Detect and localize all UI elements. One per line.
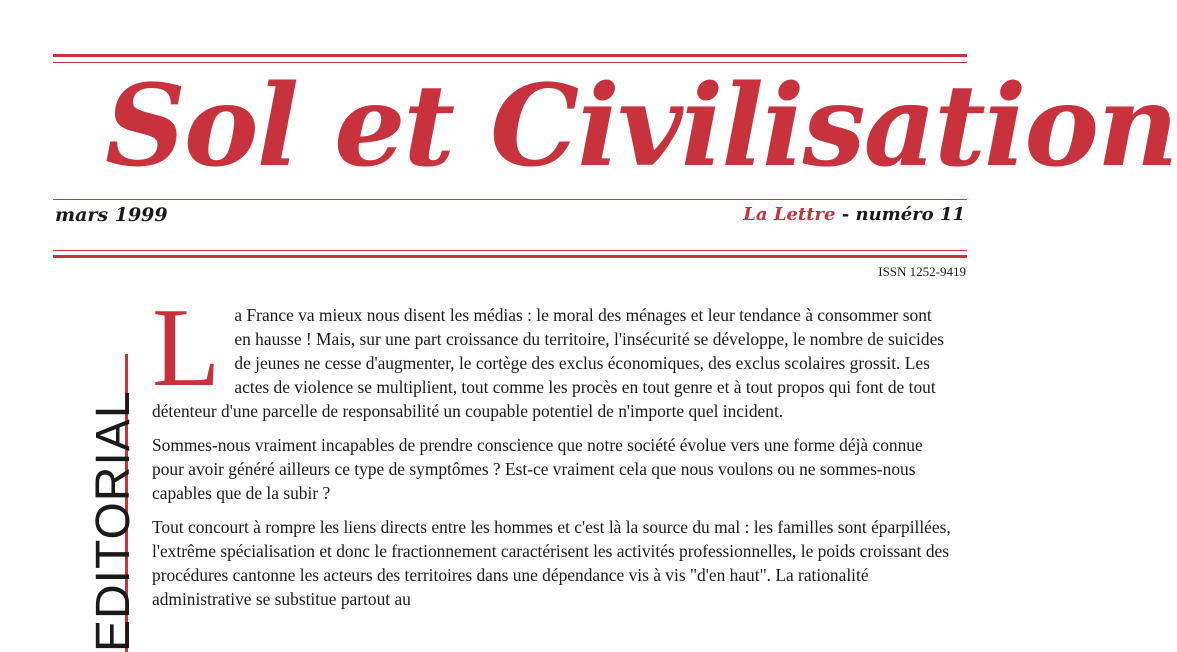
paragraph-1-text: a France va mieux nous disent les médias : le moral des ménages et leur tendance à consommer sont en hausse ! Mais, sur une part croissance du territoire, l'insécurité se développe, le nombre de suicides de jeunes ne cesse d'augmenter, le cortège des exclus économiques, des exclus scolaires grossit. Les actes de violence se multiplient, tout comme les procès en tout genre et à tout propos qui font de tout détenteur d'une parcelle de responsabilité un coupable potentiel de n'importe quel incident. <box>152 305 945 421</box>
drop-cap: L <box>152 286 221 410</box>
section-label-editorial: EDITORIAL <box>87 390 140 652</box>
article-paragraph-2: Sommes-nous vraiment incapables de prendre conscience que notre société évolue vers une forme déjà connue pour avoir généré ailleurs ce type de symptômes ? Est-ce vraiment cela que nous voulons ou ne sommes-nous capables que de la subir ? <box>152 435 923 503</box>
article-paragraph-3: Tout concourt à rompre les liens directs entre les hommes et c'est là la source du mal : les familles sont éparpillées, l'extrême spécialisation et donc le fractionnement caractérisent les activités professionnelles, le poids croissant des procédures cantonne les acteurs des territoires dans une dépendance vis à vis "d'en haut". La rationalité administrative se substitue partout au <box>152 517 951 609</box>
editorial-article <box>152 286 952 621</box>
lettre-label: La Lettre <box>743 204 836 225</box>
article-paragraph-1 <box>152 286 952 423</box>
masthead-bottom-rule <box>53 199 967 200</box>
issn-number: ISSN 1252-9419 <box>878 264 966 279</box>
issue-number: numéro 11 <box>855 204 965 225</box>
issue-separator: - <box>835 204 856 225</box>
issue-date: mars 1999 <box>55 204 168 226</box>
issue-info <box>743 204 965 225</box>
bottom-thin-rule <box>53 250 967 251</box>
bottom-thick-rule <box>53 255 967 258</box>
masthead-title: Sol et Civilisation <box>105 61 1177 192</box>
